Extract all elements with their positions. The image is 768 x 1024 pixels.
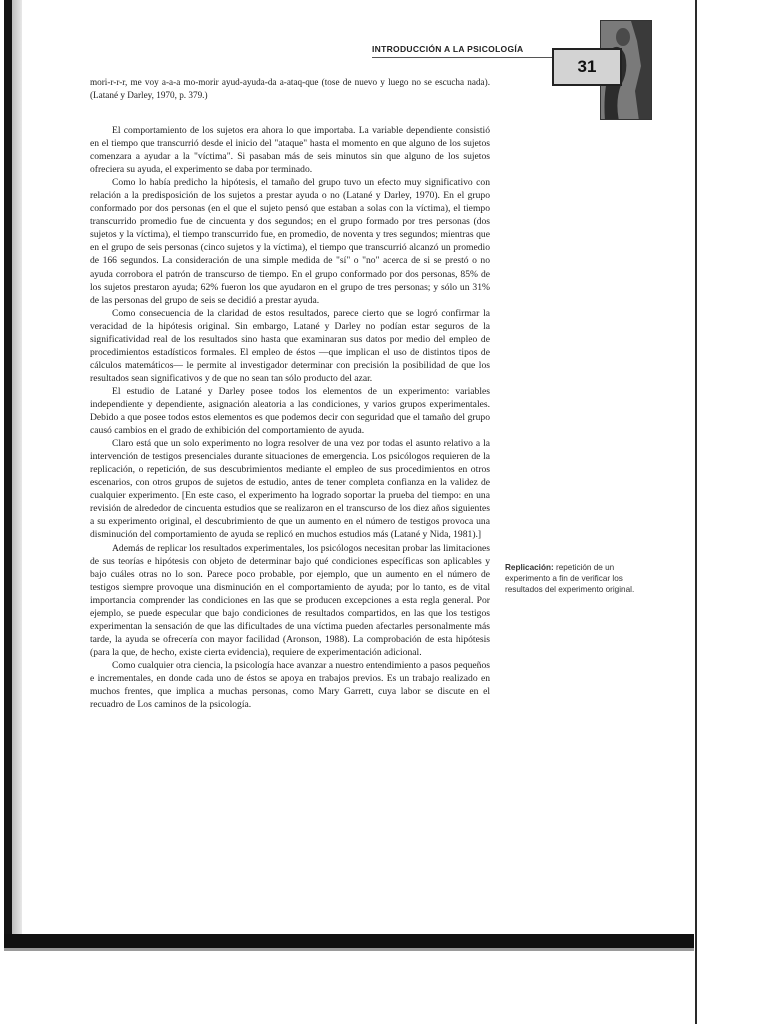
- header-rule: [372, 57, 552, 58]
- paragraph: El estudio de Latané y Darley posee todos los elementos de un experimento: variables independiente y dependiente, asignación aleatoria a las condiciones, y varios grupos experimentales. Debido a que posee todos estos elementos es que podemos decir con seguridad que el tamaño del grupo causó cambios en el grado de exhibición del comportamiento de ayuda.: [90, 385, 490, 437]
- glossary-term: Replicación:: [505, 563, 554, 572]
- glossary-definition: repetición de un experimento a fin de verificar los resultados del experimento original.: [505, 563, 635, 594]
- quote-text: mori-r-r-r, me voy a-a-a mo-morir ayud-ayuda-da a-ataq-que (tose de nuevo y luego no se escucha nada). (Latané y Darley, 1970, p. 379.): [90, 77, 490, 100]
- quote-continuation: [90, 76, 490, 101]
- paragraph: Como consecuencia de la claridad de estos resultados, parece cierto que se logró confirmar la veracidad de la hipótesis original. Sin embargo, Latané y Darley no podían estar seguros de la significatividad real de los resultados sino hasta que examinaran sus datos por medio del empleo de procedimientos estadísticos formales. El empleo de éstos —que implican el uso de distintos tipos de cálculos matemáticos— le permite al investigador determinar con precisión la posibilidad de que los resultados sean significativos y de que no sean tan sólo producto del azar.: [90, 307, 490, 384]
- body-text: [90, 124, 490, 711]
- scan-left-shadow: [12, 0, 22, 950]
- paragraph: Como lo había predicho la hipótesis, el tamaño del grupo tuvo un efecto muy significativo con relación a la predisposición de los sujetos a prestar ayuda o no (Latané y Darley, 1970). En el grupo conformado por dos personas (en el que el sujeto pensó que estaban a solas con la víctima), el tiempo transcurrido promedio fue de cincuenta y dos segundos; en el grupo formado por tres personas (dos sujetos y la víctima), el tiempo transcurrido fue, en promedio, de noventa y tres segundos; mientras que en el grupo de seis personas (cinco sujetos y la víctima), el tiempo que transcurrió alcanzó un promedio de 166 segundos. La consideración de una simple medida de "sí" o "no" acerca de si se prestó o no ayuda corrobora el patrón de transcurso de tiempo. En el grupo conformado por dos personas, 85% de los sujetos prestaron ayuda; 62% fueron los que ayudaron en el grupo de tres personas; y sólo un 31% de las personas del grupo de seis se decidió a prestar ayuda.: [90, 177, 490, 306]
- running-head: INTRODUCCIÓN A LA PSICOLOGÍA: [372, 44, 524, 54]
- paragraph: El comportamiento de los sujetos era ahora lo que importaba. La variable dependiente consistió en el tiempo que transcurrió desde el inicio del "ataque" hasta el momento en que alguno de los sujetos comenzara a ayudar a la "víctima". Si pasaban más de seis minutos sin que alguno de los sujetos ofreciera su ayuda, el experimento se daba por terminado.: [90, 125, 490, 176]
- scan-left-edge: [4, 0, 12, 950]
- scan-bottom-shadow: [4, 948, 694, 951]
- scan-bottom-edge: [4, 934, 694, 948]
- paragraph: Como cualquier otra ciencia, la psicología hace avanzar a nuestro entendimiento a pasos pequeños e incrementales, en donde cada uno de éstos se apoya en trabajos previos. Es un trabajo realizado en muchos frentes, que implica a muchas personas, como Mary Garrett, cuya labor se discute en el recuadro de Los caminos de la psicología.: [90, 659, 490, 711]
- paragraph: Además de replicar los resultados experimentales, los psicólogos necesitan probar las limitaciones de sus teorías e hipótesis con objeto de determinar bajo qué condiciones específicas son aplicables y bajo cuáles otras no lo son. Parece poco probable, por ejemplo, que un aumento en el número de testigos siempre provoque una disminución en el comportamiento de ayuda; por lo tanto, es de vital importancia comprender las condiciones en las que se producen excepciones a esta regla general. Por ejemplo, se puede especular que bajo condiciones de resultados compartidos, en las que los testigos experimentan la sensación de que las dificultades de una víctima pueden afectarles personalmente más tarde, la ayuda se ofrecería con mayor facilidad (Aronson, 1988). La comprobación de esta hipótesis (para la que, de hecho, existe cierta evidencia), requiere de experimentación adicional.: [90, 542, 490, 658]
- margin-glossary-note: [505, 562, 655, 595]
- paragraph: Claro está que un solo experimento no logra resolver de una vez por todas el asunto relativo a la intervención de testigos presenciales durante situaciones de emergencia. Los psicólogos requieren de la replicación, o repetición, de sus descubrimientos mediante el empleo de sus procedimientos en otros escenarios, con otros grupos de sujetos de estudio, antes de tener completa confianza en la validez de cualquier experimento. [En este caso, el experimento ha logrado soportar la prueba del tiempo: en una revisión de alrededor de cincuenta estudios que se realizaron en el transcurso de los diez años siguientes a su experimento original, el descubrimiento de que un aumento en el número de testigos provoca una disminución del comportamiento de ayuda se replicó en muchos estudios más (Latané y Nida, 1981).]: [90, 438, 490, 541]
- page-number: 31: [552, 48, 622, 86]
- scan-right-edge: [695, 0, 697, 1024]
